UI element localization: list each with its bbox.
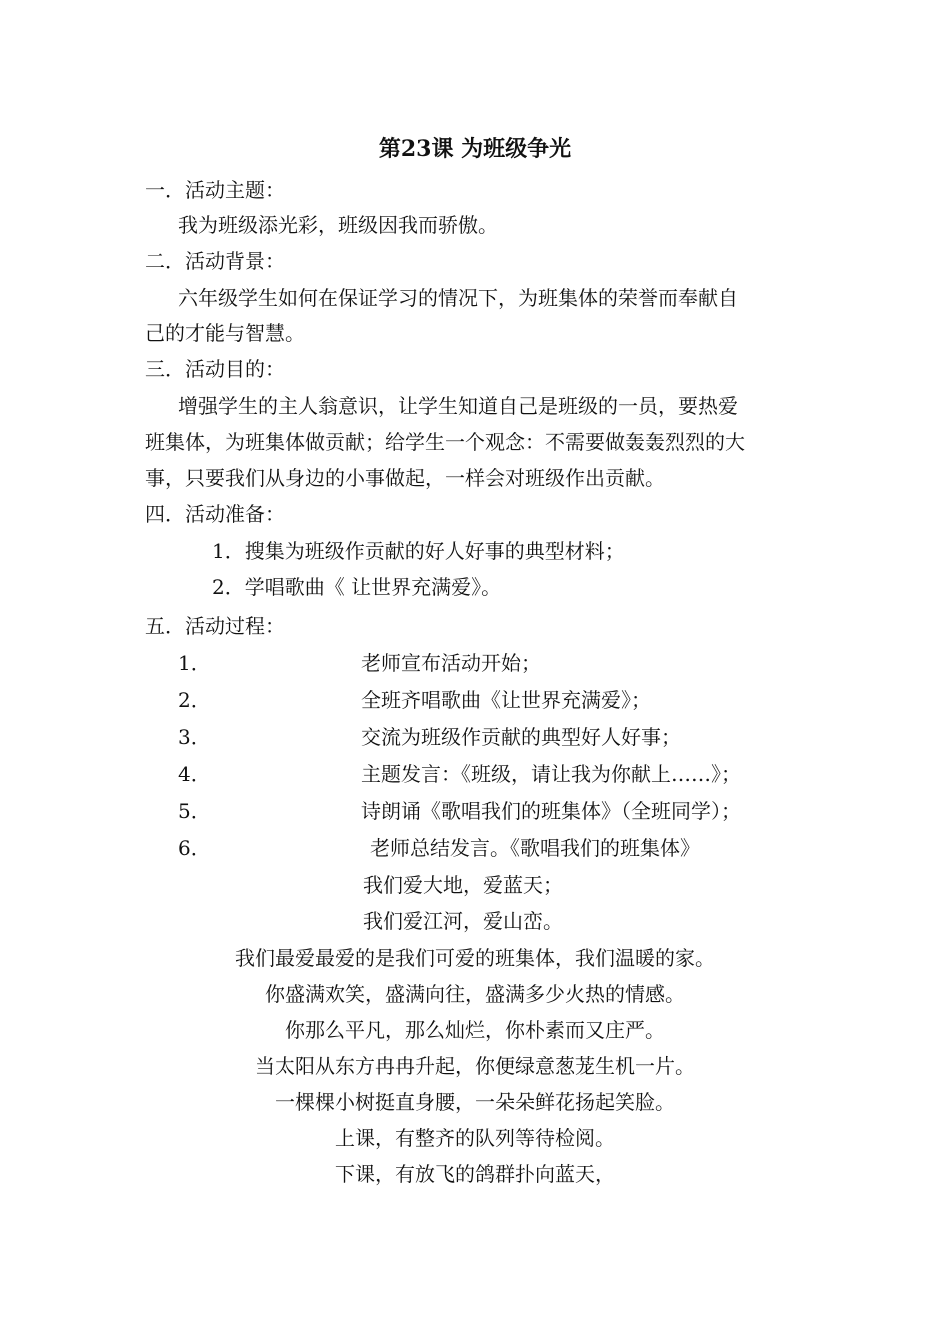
- preparation-item-2: 2．学唱歌曲《 让世界充满爱》。: [212, 575, 502, 599]
- process-step-text: 老师宣布活动开始；: [361, 651, 541, 675]
- poem-line: 我们最爱最爱的是我们可爱的班集体，我们温暖的家。: [235, 946, 715, 970]
- poem-line: 下课，有放飞的鸽群扑向蓝天，: [335, 1162, 615, 1186]
- process-number: 1．: [178, 651, 211, 675]
- section-heading-purpose: 三．活动目的：: [145, 357, 285, 381]
- preparation-item-1: 1．搜集为班级作贡献的好人好事的典型材料；: [212, 539, 625, 563]
- poem-line: 一棵棵小树挺直身腰，一朵朵鲜花扬起笑脸。: [275, 1090, 675, 1114]
- process-number: 4．: [178, 762, 211, 786]
- section-body-purpose-line2: 班集体，为班集体做贡献；给学生一个观念：不需要做轰轰烈烈的大: [145, 430, 745, 454]
- process-step-text: 全班齐唱歌曲《让世界充满爱》；: [361, 688, 651, 712]
- process-step-text: 主题发言：《班级，请让我为你献上……》；: [361, 762, 741, 786]
- section-heading-process: 五．活动过程：: [145, 614, 285, 638]
- process-number: 5．: [178, 799, 211, 823]
- poem-line: 我们爱江河，爱山峦。: [363, 909, 563, 933]
- section-heading-theme: 一．活动主题：: [145, 178, 285, 202]
- process-step-text: 老师总结发言。《歌唱我们的班集体》: [370, 836, 700, 860]
- poem-line: 你那么平凡，那么灿烂，你朴素而又庄严。: [285, 1018, 665, 1042]
- section-body-theme: 我为班级添光彩，班级因我而骄傲。: [178, 213, 498, 237]
- section-body-background-line2: 己的才能与智慧。: [145, 321, 305, 345]
- poem-line: 你盛满欢笑，盛满向往，盛满多少火热的情感。: [265, 982, 685, 1006]
- section-heading-preparation: 四．活动准备：: [145, 502, 285, 526]
- process-step-text: 诗朗诵《歌唱我们的班集体》（全班同学）；: [361, 799, 741, 823]
- page-title: 第23课 为班级争光: [378, 136, 572, 162]
- section-body-purpose-line3: 事，只要我们从身边的小事做起，一样会对班级作出贡献。: [145, 466, 665, 490]
- process-number: 2．: [178, 688, 211, 712]
- section-heading-background: 二．活动背景：: [145, 249, 285, 273]
- process-number: 6．: [178, 836, 211, 860]
- section-body-background-line1: 六年级学生如何在保证学习的情况下，为班集体的荣誉而奉献自: [178, 286, 738, 310]
- process-number: 3．: [178, 725, 211, 749]
- poem-line: 上课，有整齐的队列等待检阅。: [335, 1126, 615, 1150]
- process-step-text: 交流为班级作贡献的典型好人好事；: [361, 725, 681, 749]
- section-body-purpose-line1: 增强学生的主人翁意识，让学生知道自己是班级的一员，要热爱: [178, 394, 738, 418]
- poem-line: 当太阳从东方冉冉升起，你便绿意葱茏生机一片。: [255, 1054, 695, 1078]
- poem-line: 我们爱大地，爱蓝天；: [363, 873, 563, 897]
